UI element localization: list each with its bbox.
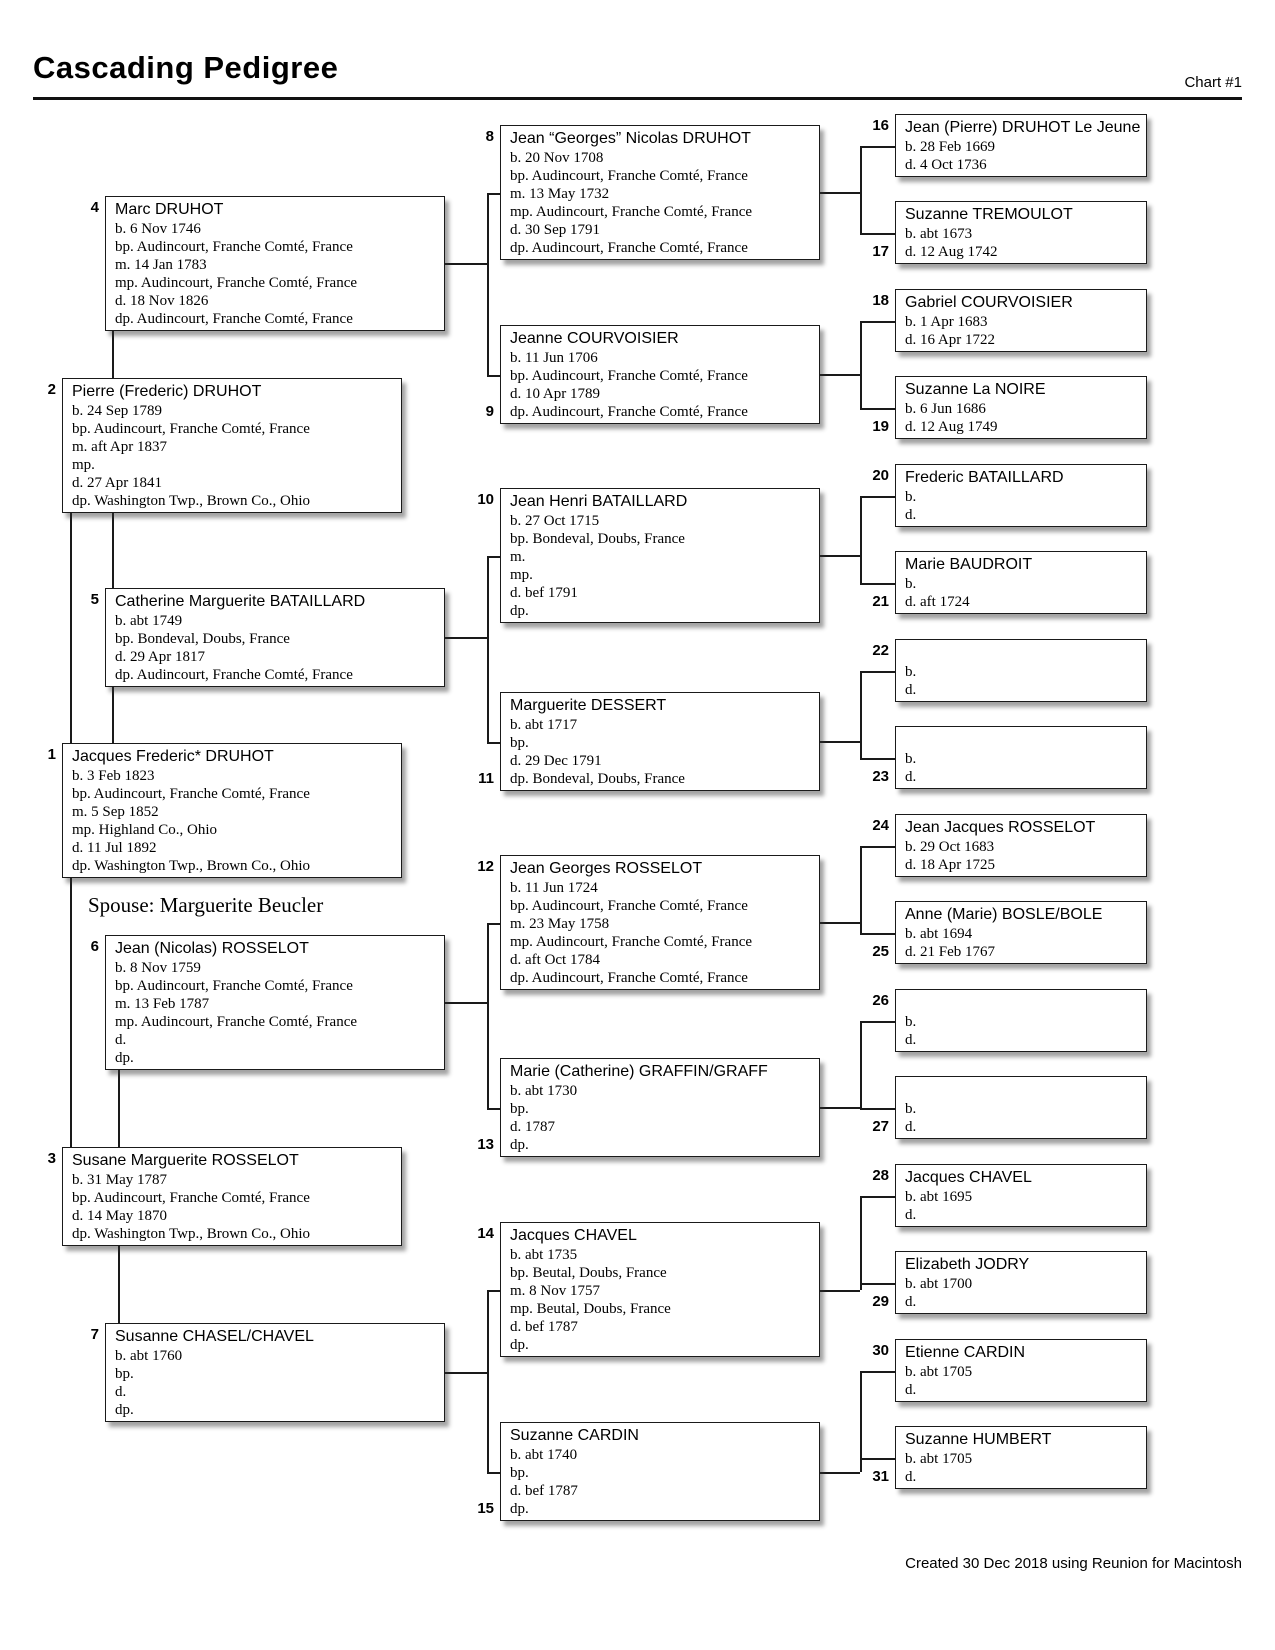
person-detail-line: dp. <box>115 1050 134 1066</box>
person-name: Jean Georges ROSSELOT <box>510 860 703 877</box>
person-detail-line: m. <box>510 549 526 565</box>
person-box-5 <box>105 588 445 687</box>
person-name: Gabriel COURVOISIER <box>905 294 1073 311</box>
connector-line <box>860 321 895 323</box>
person-detail-line: b. 6 Jun 1686 <box>905 401 986 417</box>
person-detail-line: b. 31 May 1787 <box>72 1172 167 1188</box>
person-box-27 <box>895 1076 1147 1139</box>
person-detail-line: bp. <box>510 735 529 751</box>
connector-line <box>820 192 860 194</box>
connector-line <box>487 375 500 377</box>
person-name: Susane Marguerite ROSSELOT <box>72 1152 299 1169</box>
connector-line <box>860 1283 895 1285</box>
person-number-22: 22 <box>872 642 889 659</box>
person-name: Suzanne CARDIN <box>510 1427 639 1444</box>
person-detail-line: b. <box>905 576 917 592</box>
person-name: Jean Jacques ROSSELOT <box>905 819 1096 836</box>
person-detail-line: mp. Audincourt, Franche Comté, France <box>510 934 753 950</box>
person-box-17 <box>895 201 1147 264</box>
person-box-21 <box>895 551 1147 614</box>
person-detail-line: b. abt 1749 <box>115 613 183 629</box>
person-box-10 <box>500 488 820 623</box>
person-number-28: 28 <box>872 1167 889 1184</box>
person-box-11 <box>500 692 820 791</box>
person-detail-line: dp. <box>510 1137 529 1153</box>
person-detail-line: bp. Audincourt, Franche Comté, France <box>510 368 748 384</box>
person-number-16: 16 <box>872 117 889 134</box>
person-number-30: 30 <box>872 1342 889 1359</box>
person-detail-line: m. 14 Jan 1783 <box>115 257 207 273</box>
person-detail-line: mp. <box>510 567 533 583</box>
person-detail-line: d. <box>905 507 917 523</box>
connector-line <box>820 374 860 376</box>
person-detail-line: b. <box>905 1101 917 1117</box>
person-detail-line: d. <box>905 682 917 698</box>
person-detail-line: dp. Washington Twp., Brown Co., Ohio <box>72 1226 311 1242</box>
person-number-27: 27 <box>872 1118 889 1135</box>
person-detail-line: d. 18 Nov 1826 <box>115 293 209 309</box>
person-box-31 <box>895 1426 1147 1489</box>
person-number-24: 24 <box>872 817 889 834</box>
person-name: Elizabeth JODRY <box>905 1256 1030 1273</box>
person-detail-line: b. abt 1700 <box>905 1276 973 1292</box>
person-number-1: 1 <box>47 746 56 763</box>
connector-line <box>445 1372 487 1374</box>
person-detail-line: b. 6 Nov 1746 <box>115 221 201 237</box>
person-box-7 <box>105 1323 445 1422</box>
connector-line <box>487 742 500 744</box>
person-detail-line: bp. <box>115 1366 134 1382</box>
person-detail-line: d. 14 May 1870 <box>72 1208 167 1224</box>
connector-line <box>487 193 489 375</box>
person-detail-line: b. 1 Apr 1683 <box>905 314 988 330</box>
person-detail-line: b. 28 Feb 1669 <box>905 139 995 155</box>
connector-line <box>860 933 895 935</box>
connector-line <box>487 1290 500 1292</box>
person-name: Catherine Marguerite BATAILLARD <box>115 593 366 610</box>
person-detail-line: bp. Audincourt, Franche Comté, France <box>72 786 310 802</box>
person-detail-line: dp. <box>510 1337 529 1353</box>
footer-credit: Created 30 Dec 2018 using Reunion for Macintosh <box>905 1555 1242 1572</box>
person-number-10: 10 <box>477 491 494 508</box>
person-box-29 <box>895 1251 1147 1314</box>
connector-line <box>820 1107 860 1109</box>
connector-line <box>860 671 862 758</box>
connector-line <box>860 496 862 583</box>
connector-line <box>860 583 895 585</box>
person-number-12: 12 <box>477 858 494 875</box>
person-detail-line: d. aft Oct 1784 <box>510 952 600 968</box>
person-detail-line: b. 20 Nov 1708 <box>510 150 604 166</box>
connector-line <box>487 923 489 1108</box>
person-name: Anne (Marie) BOSLE/BOLE <box>905 906 1103 923</box>
person-detail-line: b. 24 Sep 1789 <box>72 403 162 419</box>
person-name: Jean (Nicolas) ROSSELOT <box>115 940 309 957</box>
person-detail-line: mp. <box>72 457 95 473</box>
person-detail-line: m. 5 Sep 1852 <box>72 804 159 820</box>
person-detail-line: d. <box>905 1032 917 1048</box>
person-name <box>905 730 1142 750</box>
person-detail-line: mp. Beutal, Doubs, France <box>510 1301 671 1317</box>
connector-line <box>860 496 895 498</box>
person-detail-line: bp. Audincourt, Franche Comté, France <box>72 421 310 437</box>
person-name: Jacques CHAVEL <box>905 1169 1032 1186</box>
person-number-26: 26 <box>872 992 889 1009</box>
person-detail-line: d. <box>115 1032 127 1048</box>
person-box-4 <box>105 196 445 331</box>
person-name: Pierre (Frederic) DRUHOT <box>72 383 262 400</box>
person-detail-line: d. 30 Sep 1791 <box>510 222 600 238</box>
person-number-9: 9 <box>485 403 494 420</box>
person-detail-line: b. abt 1760 <box>115 1348 183 1364</box>
person-name <box>905 993 1142 1013</box>
connector-line <box>860 846 862 933</box>
person-detail-line: mp. Highland Co., Ohio <box>72 822 217 838</box>
title-rule <box>33 97 1242 100</box>
person-detail-line: b. abt 1695 <box>905 1189 973 1205</box>
person-detail-line: bp. Audincourt, Franche Comté, France <box>115 978 353 994</box>
person-name: Marc DRUHOT <box>115 201 224 218</box>
person-box-24 <box>895 814 1147 877</box>
person-box-14 <box>500 1222 820 1357</box>
person-box-13 <box>500 1058 820 1157</box>
person-detail-line: b. 11 Jun 1706 <box>510 350 598 366</box>
person-detail-line: b. abt 1740 <box>510 1447 578 1463</box>
chart-number-label: Chart #1 <box>1184 74 1242 91</box>
person-box-16 <box>895 114 1147 177</box>
person-name <box>905 1080 1142 1100</box>
person-box-9 <box>500 325 820 424</box>
person-name: Marie BAUDROIT <box>905 556 1033 573</box>
connector-line <box>487 1472 500 1474</box>
person-box-1 <box>62 743 402 878</box>
person-number-3: 3 <box>47 1150 56 1167</box>
connector-line <box>860 846 895 848</box>
person-number-25: 25 <box>872 943 889 960</box>
connector-line <box>820 741 860 743</box>
person-box-2 <box>62 378 402 513</box>
person-number-23: 23 <box>872 768 889 785</box>
person-name: Suzanne La NOIRE <box>905 381 1046 398</box>
connector-line <box>860 146 895 148</box>
person-detail-line: d. 29 Apr 1817 <box>115 649 205 665</box>
person-name: Suzanne TREMOULOT <box>905 206 1073 223</box>
person-detail-line: b. abt 1735 <box>510 1247 578 1263</box>
connector-line <box>860 1108 895 1110</box>
person-detail-line: d. 11 Jul 1892 <box>72 840 157 856</box>
person-detail-line: dp. Audincourt, Franche Comté, France <box>115 667 353 683</box>
person-detail-line: b. 8 Nov 1759 <box>115 960 201 976</box>
connector-line <box>860 671 895 673</box>
person-detail-line: d. 1787 <box>510 1119 555 1135</box>
person-detail-line: bp. Bondeval, Doubs, France <box>510 531 685 547</box>
connector-line <box>860 1371 895 1373</box>
person-box-15 <box>500 1422 820 1521</box>
connector-line <box>820 1472 860 1474</box>
person-detail-line: bp. Audincourt, Franche Comté, France <box>115 239 353 255</box>
connector-line <box>487 556 500 558</box>
connector-line <box>860 1021 862 1108</box>
person-number-19: 19 <box>872 418 889 435</box>
person-detail-line: bp. <box>510 1101 529 1117</box>
person-number-21: 21 <box>872 593 889 610</box>
person-detail-line: b. 29 Oct 1683 <box>905 839 995 855</box>
connector-line <box>860 321 862 408</box>
person-detail-line: dp. <box>510 603 529 619</box>
person-name: Suzanne HUMBERT <box>905 1431 1052 1448</box>
connector-line <box>860 408 895 410</box>
person-detail-line: d. <box>905 1207 917 1223</box>
connector-line <box>860 146 862 233</box>
person-number-17: 17 <box>872 243 889 260</box>
person-detail-line: b. abt 1730 <box>510 1083 578 1099</box>
person-detail-line: bp. Audincourt, Franche Comté, France <box>510 898 748 914</box>
connector-line <box>487 923 500 925</box>
person-detail-line: d. 27 Apr 1841 <box>72 475 162 491</box>
person-detail-line: bp. <box>510 1465 529 1481</box>
person-detail-line: d. <box>905 1119 917 1135</box>
person-name: Susanne CHASEL/CHAVEL <box>115 1328 314 1345</box>
person-detail-line: mp. Audincourt, Franche Comté, France <box>115 1014 358 1030</box>
person-detail-line: dp. Audincourt, Franche Comté, France <box>510 970 748 986</box>
person-detail-line: b. 3 Feb 1823 <box>72 768 155 784</box>
connector-line <box>860 1021 895 1023</box>
person-detail-line: bp. Audincourt, Franche Comté, France <box>510 168 748 184</box>
person-detail-line: d. <box>905 1294 917 1310</box>
person-box-25 <box>895 901 1147 964</box>
person-detail-line: d. 18 Apr 1725 <box>905 857 995 873</box>
person-box-18 <box>895 289 1147 352</box>
person-detail-line: b. <box>905 751 917 767</box>
connector-line <box>487 193 500 195</box>
person-number-5: 5 <box>90 591 99 608</box>
person-box-22 <box>895 639 1147 702</box>
person-detail-line: b. abt 1717 <box>510 717 578 733</box>
person-detail-line: d. 29 Dec 1791 <box>510 753 602 769</box>
person-detail-line: bp. Audincourt, Franche Comté, France <box>72 1190 310 1206</box>
person-name: Marguerite DESSERT <box>510 697 667 714</box>
person-detail-line: d. bef 1791 <box>510 585 578 601</box>
person-detail-line: dp. Washington Twp., Brown Co., Ohio <box>72 493 311 509</box>
spouse-note: Spouse: Marguerite Beucler <box>88 893 324 917</box>
person-detail-line: m. aft Apr 1837 <box>72 439 167 455</box>
person-name: Jeanne COURVOISIER <box>510 330 679 347</box>
person-detail-line: dp. Washington Twp., Brown Co., Ohio <box>72 858 311 874</box>
connector-line <box>860 1458 895 1460</box>
connector-line <box>860 758 895 760</box>
person-detail-line: d. 21 Feb 1767 <box>905 944 995 960</box>
person-detail-line: bp. Bondeval, Doubs, France <box>115 631 290 647</box>
person-name: Jacques CHAVEL <box>510 1227 637 1244</box>
person-detail-line: d. <box>905 1469 917 1485</box>
page-title: Cascading Pedigree <box>33 50 339 85</box>
person-detail-line: d. <box>905 769 917 785</box>
person-detail-line: d. <box>115 1384 127 1400</box>
person-detail-line: b. abt 1705 <box>905 1451 973 1467</box>
connector-line <box>860 1196 862 1290</box>
person-detail-line: b. <box>905 1014 917 1030</box>
connector-line <box>445 1002 487 1004</box>
connector-line <box>487 1108 500 1110</box>
person-box-20 <box>895 464 1147 527</box>
person-name <box>905 643 1142 663</box>
person-detail-line: m. 23 May 1758 <box>510 916 610 932</box>
person-number-4: 4 <box>90 199 99 216</box>
person-detail-line: mp. Audincourt, Franche Comté, France <box>510 204 753 220</box>
person-detail-line: b. <box>905 489 917 505</box>
person-detail-line: d. <box>905 1382 917 1398</box>
connector-line <box>860 1371 862 1472</box>
connector-line <box>445 263 487 265</box>
person-box-8 <box>500 125 820 260</box>
person-box-6 <box>105 935 445 1070</box>
person-detail-line: d. 16 Apr 1722 <box>905 332 995 348</box>
person-detail-line: d. 12 Aug 1742 <box>905 244 998 260</box>
person-box-12 <box>500 855 820 990</box>
person-detail-line: d. aft 1724 <box>905 594 970 610</box>
person-detail-line: bp. Beutal, Doubs, France <box>510 1265 667 1281</box>
person-number-15: 15 <box>477 1500 494 1517</box>
connector-line <box>820 555 860 557</box>
person-box-28 <box>895 1164 1147 1227</box>
person-detail-line: m. 13 Feb 1787 <box>115 996 210 1012</box>
person-detail-line: d. 10 Apr 1789 <box>510 386 600 402</box>
person-number-20: 20 <box>872 467 889 484</box>
person-detail-line: d. 4 Oct 1736 <box>905 157 987 173</box>
person-detail-line: dp. <box>510 1501 529 1517</box>
person-number-31: 31 <box>872 1468 889 1485</box>
person-box-30 <box>895 1339 1147 1402</box>
person-detail-line: dp. <box>115 1402 134 1418</box>
person-name: Frederic BATAILLARD <box>905 469 1064 486</box>
person-detail-line: b. <box>905 664 917 680</box>
person-detail-line: d. bef 1787 <box>510 1483 578 1499</box>
person-name: Jacques Frederic* DRUHOT <box>72 748 274 765</box>
person-box-23 <box>895 726 1147 789</box>
person-detail-line: mp. Audincourt, Franche Comté, France <box>115 275 358 291</box>
person-detail-line: m. 8 Nov 1757 <box>510 1283 600 1299</box>
person-name: Jean “Georges” Nicolas DRUHOT <box>510 130 751 147</box>
person-name: Etienne CARDIN <box>905 1344 1026 1361</box>
connector-line <box>820 922 860 924</box>
person-box-26 <box>895 989 1147 1052</box>
person-number-6: 6 <box>90 938 99 955</box>
person-number-11: 11 <box>478 770 494 787</box>
person-number-7: 7 <box>90 1326 99 1343</box>
person-number-18: 18 <box>872 292 889 309</box>
person-number-14: 14 <box>477 1225 494 1242</box>
person-name: Marie (Catherine) GRAFFIN/GRAFF <box>510 1063 768 1080</box>
person-detail-line: b. abt 1694 <box>905 926 973 942</box>
person-detail-line: dp. Audincourt, Franche Comté, France <box>510 240 748 256</box>
person-detail-line: b. abt 1705 <box>905 1364 973 1380</box>
connector-line <box>820 1290 860 1292</box>
connector-line <box>860 233 895 235</box>
person-box-19 <box>895 376 1147 439</box>
person-name: Jean (Pierre) DRUHOT Le Jeune <box>905 119 1141 136</box>
person-number-29: 29 <box>872 1293 889 1310</box>
person-number-2: 2 <box>47 381 56 398</box>
connector-line <box>487 1290 489 1472</box>
person-detail-line: dp. Audincourt, Franche Comté, France <box>115 311 353 327</box>
person-detail-line: dp. Audincourt, Franche Comté, France <box>510 404 748 420</box>
person-detail-line: b. 11 Jun 1724 <box>510 880 598 896</box>
person-detail-line: dp. Bondeval, Doubs, France <box>510 771 685 787</box>
person-detail-line: m. 13 May 1732 <box>510 186 610 202</box>
connector-line <box>445 637 487 639</box>
person-detail-line: d. bef 1787 <box>510 1319 578 1335</box>
person-detail-line: d. 12 Aug 1749 <box>905 419 998 435</box>
person-box-3 <box>62 1147 402 1246</box>
person-name: Jean Henri BATAILLARD <box>510 493 688 510</box>
connector-line <box>487 556 489 742</box>
person-number-8: 8 <box>485 128 494 145</box>
person-detail-line: b. abt 1673 <box>905 226 973 242</box>
person-detail-line: b. 27 Oct 1715 <box>510 513 600 529</box>
person-number-13: 13 <box>477 1136 494 1153</box>
connector-line <box>860 1196 895 1198</box>
